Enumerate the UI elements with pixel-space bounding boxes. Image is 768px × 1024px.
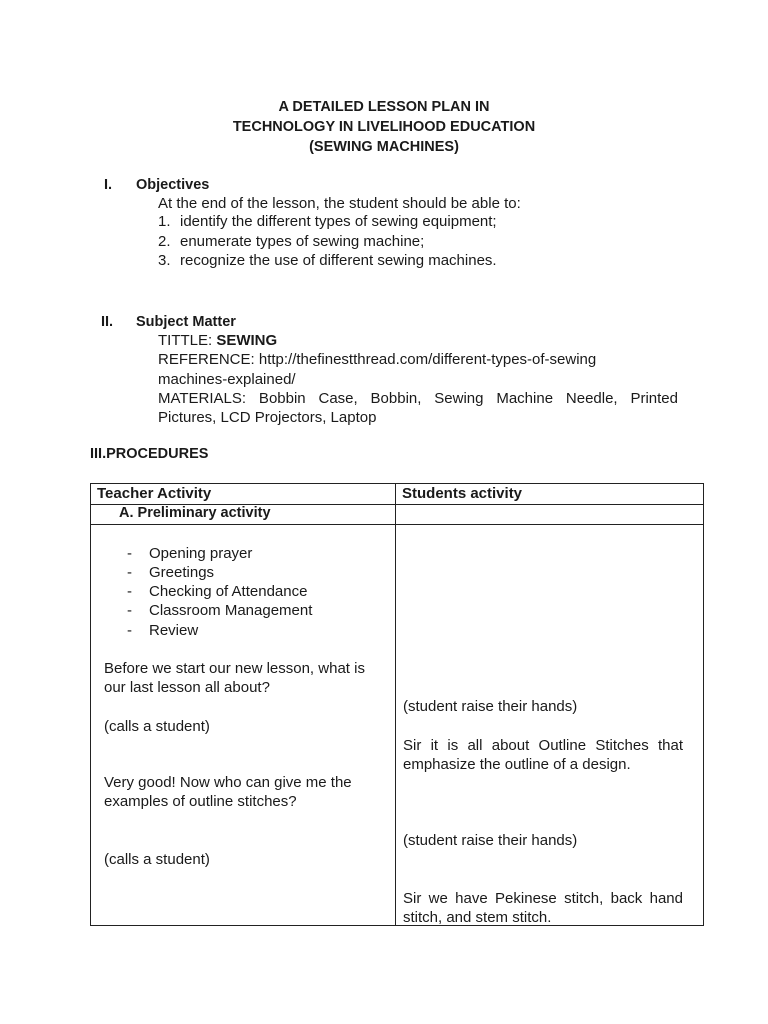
subject-reference-line-1: REFERENCE: http://thefinestthread.com/different-types-of-sewing <box>158 351 597 368</box>
subject-matter-heading: Subject Matter <box>136 314 236 330</box>
list-item-text: Review <box>149 622 199 639</box>
objective-item <box>158 213 497 230</box>
student-response-2: (student raise their hands) <box>403 832 578 849</box>
objective-number: 1. <box>158 213 171 230</box>
list-item-text: Checking of Attendance <box>149 583 308 600</box>
teacher-calls-student-1: (calls a student) <box>104 718 210 735</box>
objectives-number: I. <box>104 177 113 193</box>
document-title <box>0 97 768 157</box>
list-item-text: Greetings <box>149 564 215 581</box>
title-line-2: TECHNOLOGY IN LIVELIHOOD EDUCATION <box>232 119 536 135</box>
empty-cell <box>396 505 704 525</box>
title-line-3: (SEWING MACHINES) <box>309 139 459 155</box>
teacher-question-2: Very good! Now who can give me the examples of outline stitches? <box>104 774 352 810</box>
students-activity-cell <box>396 525 704 926</box>
dash-bullet: - <box>127 622 132 639</box>
dash-bullet: - <box>127 602 132 619</box>
procedures-heading: III.PROCEDURES <box>90 446 209 462</box>
objective-text: enumerate types of sewing machine; <box>180 233 425 250</box>
list-item-text: Classroom Management <box>149 602 313 619</box>
table-header-row <box>91 484 704 505</box>
students-activity-header: Students activity <box>396 484 704 505</box>
list-item <box>127 564 214 581</box>
objective-text: recognize the use of different sewing machines. <box>180 252 497 269</box>
list-item <box>127 622 198 639</box>
objective-item <box>158 252 497 269</box>
objective-number: 2. <box>158 233 171 250</box>
list-item <box>127 602 312 619</box>
list-item-text: Opening prayer <box>149 545 253 562</box>
procedures-table <box>90 483 704 926</box>
subject-title-value: SEWING <box>216 332 278 349</box>
objectives-intro: At the end of the lesson, the student should be able to: <box>158 195 521 212</box>
list-item <box>127 545 252 562</box>
table-row <box>91 525 704 926</box>
student-response-1: (student raise their hands) <box>403 698 578 715</box>
objective-item <box>158 233 424 250</box>
subject-title-label: TITTLE: <box>158 332 217 349</box>
objective-text: identify the different types of sewing equipment; <box>180 213 497 230</box>
dash-bullet: - <box>127 583 132 600</box>
dash-bullet: - <box>127 564 132 581</box>
teacher-calls-student-2: (calls a student) <box>104 851 210 868</box>
teacher-activity-cell <box>91 525 396 926</box>
dash-bullet: - <box>127 545 132 562</box>
subject-materials: MATERIALS: Bobbin Case, Bobbin, Sewing Machine Needle, Printed Pictures, LCD Projectors, Laptop <box>158 390 678 426</box>
teacher-activity-header: Teacher Activity <box>91 484 396 505</box>
subject-matter-number: II. <box>101 314 114 330</box>
preliminary-activity-label: A. Preliminary activity <box>91 505 396 525</box>
objectives-heading: Objectives <box>136 177 210 193</box>
student-answer-2: Sir we have Pekinese stitch, back hand stitch, and stem stitch. <box>403 890 683 926</box>
table-row <box>91 505 704 525</box>
student-answer-1: Sir it is all about Outline Stitches that emphasize the outline of a design. <box>403 737 683 773</box>
subject-reference-line-2: machines-explained/ <box>158 371 296 388</box>
subject-title <box>158 331 277 350</box>
list-item <box>127 583 307 600</box>
title-line-1: A DETAILED LESSON PLAN IN <box>278 99 490 115</box>
teacher-question-1: Before we start our new lesson, what is our last lesson all about? <box>104 660 365 696</box>
objective-number: 3. <box>158 252 171 269</box>
